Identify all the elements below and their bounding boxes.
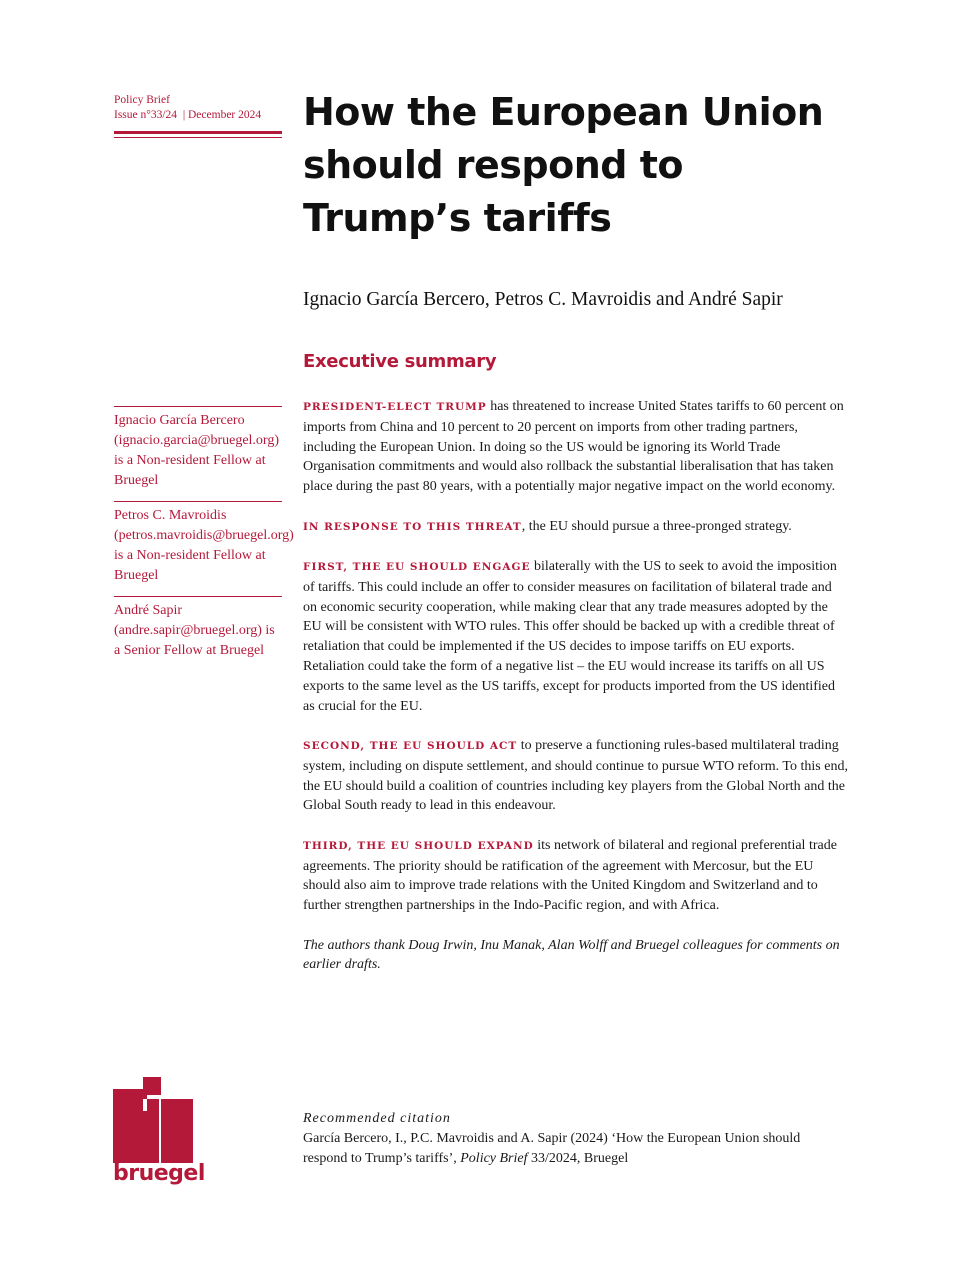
publication-meta [114,93,282,138]
citation-text-before: García Bercero, I., P.C. Mavroidis and A. Sapir (2024) ‘How the European Union should respond to Trump’s tariffs’, [303,1131,801,1166]
paragraph-text: to preserve a functioning rules-based multilateral trading system, including on dispute settlement, and should continue to pursue WTO reform. To this end, the EU should build a coalition of countries including key players from the Global North and the Global South ready to lead in this endeavour. [303,737,848,814]
paragraph-lead: IN RESPONSE TO THIS THREAT [303,520,522,533]
series-label: Policy Brief [114,94,170,106]
citation-journal: Policy Brief [460,1151,528,1166]
executive-summary-heading: Executive summary [303,351,497,372]
issue-separator: | [179,109,188,121]
issue-number: Issue n°33/24 [114,109,178,121]
paragraph-lead: FIRST, THE EU SHOULD ENGAGE [303,560,531,573]
summary-body [303,397,848,995]
summary-paragraph [303,397,848,497]
summary-paragraph [303,517,848,538]
author-bios [114,406,294,671]
paragraph-lead: SECOND, THE EU SHOULD ACT [303,739,518,752]
paragraph-lead: PRESIDENT-ELECT TRUMP [303,401,487,413]
summary-paragraph [303,557,848,716]
author-bio: Ignacio García Bercero (ignacio.garcia@bruegel.org) is a Non-resident Fellow at Bruegel [114,406,282,501]
recommended-citation [303,1109,843,1169]
citation-text [303,1129,843,1169]
citation-text-after: 33/2024, Bruegel [527,1151,629,1166]
paragraph-text: , the EU should pursue a three-pronged strategy. [521,518,792,534]
bruegel-logo-mark [113,1077,193,1163]
bruegel-logo [113,1077,203,1187]
meta-rule-thick [114,131,282,134]
paragraph-text: has threatened to increase United States tariffs to 60 percent on imports from China and 10 percent to 20 percent on imports from other trading partners, including the European Union. In doing so the US would be ignoring its World Trade Organisation commitments and would also rollback the substantial liberalisation that has taken place during the past 80 years, with a potentially major negative impact on the world economy. [303,399,844,495]
paragraph-lead: THIRD, THE EU SHOULD EXPAND [303,839,534,852]
summary-paragraph [303,736,848,816]
issue-date: December 2024 [188,109,262,121]
acknowledgement: The authors thank Doug Irwin, Inu Manak, Alan Wolff and Bruegel colleagues for comments on earlier drafts. [303,937,840,973]
issue-line [114,108,282,123]
logo-wordmark: bruegel [113,1161,205,1186]
citation-heading: Recommended citation [303,1111,451,1126]
author-line: Ignacio García Bercero, Petros C. Mavroidis and André Sapir [303,289,783,310]
paragraph-text: bilaterally with the US to seek to avoid the imposition of tariffs. This could include an offer to consider measures on facilitation of bilateral trade and on economic security cooperation, while making clear that any trade measures adopted by the EU will be consistent with WTO rules. This offer should be backed up with a credible threat of retaliation that could be implemented if the US decides to impose tariffs on EU exports. Retaliation could take the form of a negative list – the EU would increase its tariffs on all US exports to the same level as the US tariffs, except for products imported from the US identified as crucial for the EU. [303,558,837,714]
author-bio: Petros C. Mavroidis (petros.mavroidis@bruegel.org) is a Non-resident Fellow at Bruegel [114,501,282,596]
meta-rule-thin [114,137,282,138]
author-bio: André Sapir (andre.sapir@bruegel.org) is a Senior Fellow at Bruegel [114,596,282,671]
document-title: How the European Union should respond to Trump’s tariffs [303,90,824,240]
summary-paragraph [303,836,848,916]
paragraph-text: its network of bilateral and regional preferential trade agreements. The priority should be ratification of the agreement with Mercosur, but the EU should also aim to improve trade relations with the United Kingdom and Switzerland and to further strengthen partnerships in the Indo-Pacific region, and with Africa. [303,837,837,914]
